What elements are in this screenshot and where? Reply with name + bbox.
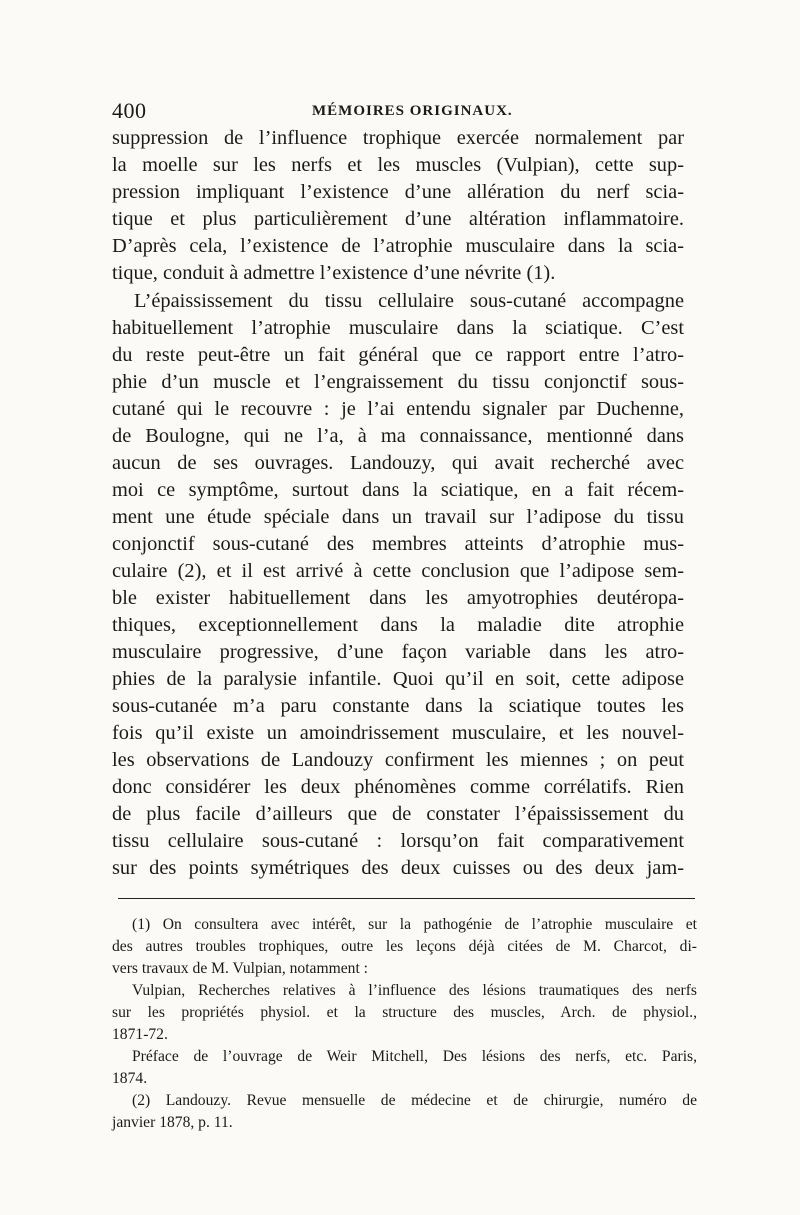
- body-line: donc considérer les deux phénomènes comme corrélatifs. Rien: [112, 776, 684, 798]
- running-title: MÉMOIRES ORIGINAUX.: [312, 103, 513, 119]
- body-line: habituellement l’atrophie musculaire dans la sciatique. C’est: [112, 317, 684, 339]
- body-line: conjonctif sous-cutané des membres atteints d’atrophie mus-: [112, 533, 684, 555]
- body-line: thiques, exceptionnellement dans la maladie dite atrophie: [112, 614, 684, 636]
- body-line: culaire (2), et il est arrivé à cette conclusion que l’adipose sem-: [112, 560, 684, 582]
- footnote-line: (1) On consultera avec intérêt, sur la pathogénie de l’atrophie musculaire et: [132, 916, 697, 933]
- body-line: sous-cutanée m’a paru constante dans la sciatique toutes les: [112, 695, 684, 717]
- body-line: L’épaississement du tissu cellulaire sous-cutané accompagne: [134, 290, 684, 312]
- body-line: tissu cellulaire sous-cutané : lorsqu’on fait comparativement: [112, 830, 684, 852]
- footnote-line: des autres troubles trophiques, outre les leçons déjà citées de M. Charcot, di-: [112, 938, 697, 955]
- footnote-line: Vulpian, Recherches relatives à l’influence des lésions traumatiques des nerfs: [132, 982, 697, 999]
- body-line: cutané qui le recouvre : je l’ai entendu signaler par Duchenne,: [112, 398, 684, 420]
- body-line: tique, conduit à admettre l’existence d’une névrite (1).: [112, 262, 556, 284]
- footnote-line: 1874.: [112, 1070, 148, 1087]
- body-line: de plus facile d’ailleurs que de constater l’épaississement du: [112, 803, 684, 825]
- body-line: sur des points symétriques des deux cuisses ou des deux jam-: [112, 857, 684, 879]
- body-line: ment une étude spéciale dans un travail sur l’adipose du tissu: [112, 506, 684, 528]
- footnote-line: sur les propriétés physiol. et la structure des muscles, Arch. de physiol.,: [112, 1004, 697, 1021]
- footnote-separator: [118, 898, 695, 899]
- body-line: du reste peut-être un fait général que ce rapport entre l’atro-: [112, 344, 684, 366]
- body-line: pression impliquant l’existence d’une allération du nerf scia-: [112, 181, 684, 203]
- body-line: les observations de Landouzy confirment les miennes ; on peut: [112, 749, 684, 771]
- body-line: ble exister habituellement dans les amyotrophies deutéropa-: [112, 587, 684, 609]
- body-line: la moelle sur les nerfs et les muscles (Vulpian), cette sup-: [112, 154, 684, 176]
- body-line: musculaire progressive, d’une façon variable dans les atro-: [112, 641, 684, 663]
- footnote-line: (2) Landouzy. Revue mensuelle de médecine et de chirurgie, numéro de: [132, 1092, 697, 1109]
- body-line: fois qu’il existe un amoindrissement musculaire, et les nouvel-: [112, 722, 684, 744]
- footnote-line: janvier 1878, p. 11.: [112, 1114, 233, 1131]
- footnote-line: Préface de l’ouvrage de Weir Mitchell, Des lésions des nerfs, etc. Paris,: [132, 1048, 697, 1065]
- body-line: tique et plus particulièrement d’une altération inflammatoire.: [112, 208, 684, 230]
- footnote-line: vers travaux de M. Vulpian, notamment :: [112, 960, 369, 977]
- body-line: phies de la paralysie infantile. Quoi qu’il en soit, cette adipose: [112, 668, 684, 690]
- body-line: moi ce symptôme, surtout dans la sciatique, en a fait récem-: [112, 479, 684, 501]
- body-line: de Boulogne, qui ne l’a, à ma connaissance, mentionné dans: [112, 425, 684, 447]
- footnote-line: 1871-72.: [112, 1026, 168, 1043]
- body-line: aucun de ses ouvrages. Landouzy, qui avait recherché avec: [112, 452, 684, 474]
- body-line: phie d’un muscle et l’engraissement du tissu conjonctif sous-: [112, 371, 684, 393]
- body-line: D’après cela, l’existence de l’atrophie musculaire dans la scia-: [112, 235, 684, 257]
- body-line: suppression de l’influence trophique exercée normalement par: [112, 127, 684, 149]
- page-number: 400: [112, 98, 147, 123]
